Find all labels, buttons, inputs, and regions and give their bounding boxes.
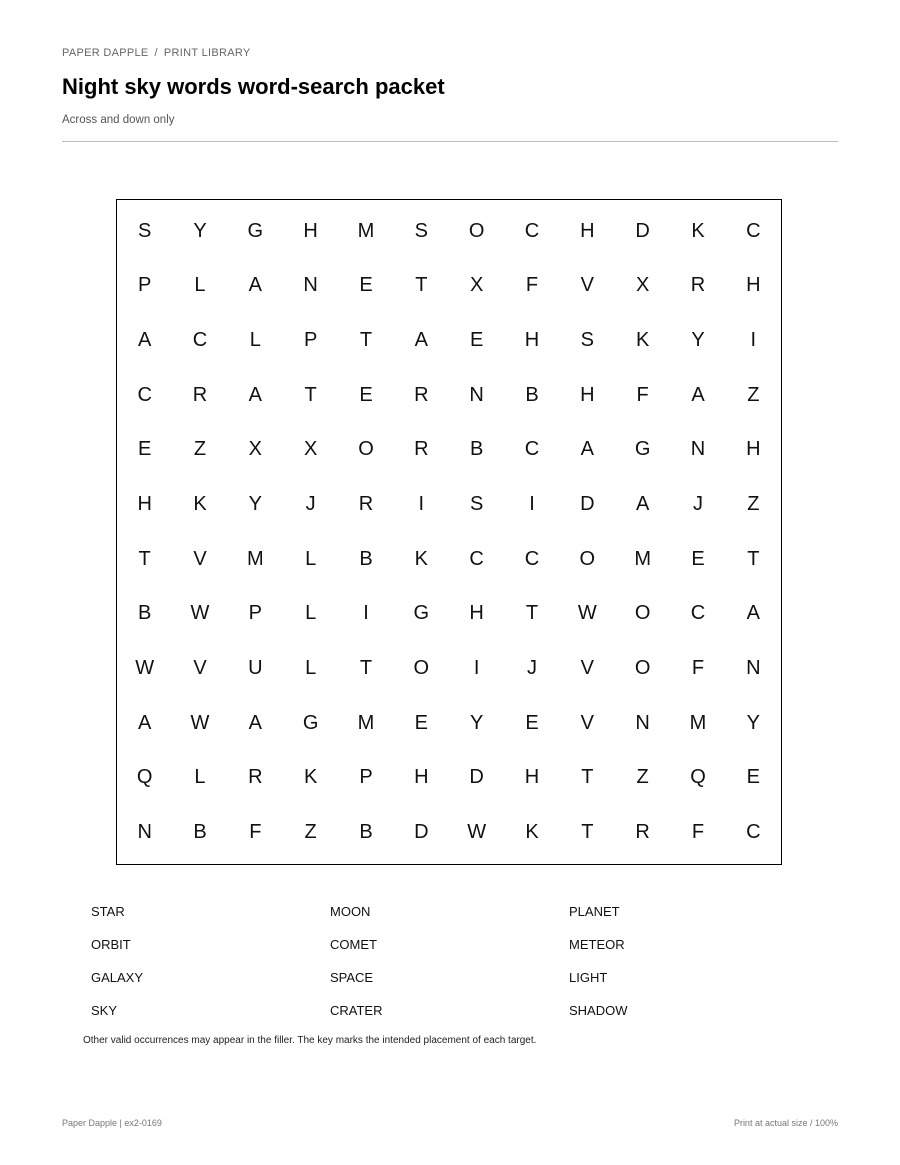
grid-cell: N xyxy=(635,711,650,734)
grid-cell: I xyxy=(529,493,535,516)
grid-cell: F xyxy=(691,821,705,844)
grid-cell: A xyxy=(137,711,152,734)
grid-cell: Y xyxy=(193,219,207,242)
grid-cell: E xyxy=(414,711,428,734)
grid-cell: B xyxy=(193,821,207,844)
grid-cell: M xyxy=(246,547,264,570)
grid-cell: G xyxy=(413,602,430,625)
grid-cell: C xyxy=(524,547,540,570)
grid-cell: X xyxy=(303,438,318,461)
grid-cell: J xyxy=(305,493,316,516)
grid-cell: H xyxy=(303,219,318,242)
grid-cell: A xyxy=(414,329,428,352)
grid-cell: P xyxy=(137,274,152,297)
grid-cell: R xyxy=(414,383,429,406)
page-subtitle: Across and down only xyxy=(62,114,175,126)
grid-cell: V xyxy=(580,657,594,680)
grid-cell: T xyxy=(747,547,760,570)
breadcrumb xyxy=(62,47,251,59)
grid-cell: S xyxy=(414,219,428,242)
grid-cell: G xyxy=(634,438,651,461)
grid-cell: W xyxy=(577,602,597,625)
grid-cell: B xyxy=(137,602,152,625)
word-list-item: METEOR xyxy=(569,937,625,952)
breadcrumb-item-library[interactable]: PRINT LIBRARY xyxy=(163,47,251,59)
grid-cell: C xyxy=(690,602,706,625)
grid-cell: H xyxy=(524,766,540,789)
grid-cell: A xyxy=(248,711,262,734)
grid-cell: S xyxy=(137,219,152,242)
grid-cell: O xyxy=(579,547,596,570)
grid-cell: C xyxy=(137,383,152,406)
grid-cell: H xyxy=(524,329,540,352)
grid-cell: K xyxy=(635,329,650,352)
grid-cell: I xyxy=(473,657,480,680)
grid-cell: P xyxy=(303,329,318,352)
grid-cell: B xyxy=(359,547,373,570)
grid-cell: H xyxy=(746,274,761,297)
grid-cell: F xyxy=(636,383,649,406)
grid-cell: E xyxy=(691,547,705,570)
grid-cell: T xyxy=(581,766,594,789)
grid-cell: P xyxy=(248,602,262,625)
word-list-item: GALAXY xyxy=(91,970,144,985)
grid-cell: O xyxy=(634,657,651,680)
grid-cell: H xyxy=(414,766,429,789)
grid-cell: O xyxy=(413,657,430,680)
grid-cell: W xyxy=(190,711,210,734)
grid-cell: V xyxy=(193,547,207,570)
word-list-item: SHADOW xyxy=(569,1003,628,1018)
grid-cell: A xyxy=(137,329,152,352)
grid-cell: E xyxy=(469,329,484,352)
grid-cell: E xyxy=(359,383,373,406)
word-list-item: STAR xyxy=(91,904,125,919)
grid-cell: T xyxy=(138,547,151,570)
header-divider xyxy=(62,141,838,142)
grid-cell: R xyxy=(358,493,374,516)
grid-cell: E xyxy=(746,766,760,789)
grid-cell: A xyxy=(248,383,262,406)
grid-cell: D xyxy=(635,219,650,242)
grid-cell: W xyxy=(467,821,487,844)
grid-cell: V xyxy=(580,711,594,734)
grid-cell: B xyxy=(469,438,484,461)
grid-cell: R xyxy=(414,438,429,461)
grid-cell: M xyxy=(689,711,707,734)
word-search-grid xyxy=(116,199,782,865)
grid-cell: O xyxy=(358,438,374,461)
grid-cell: T xyxy=(359,329,373,352)
grid-cell: V xyxy=(193,657,207,680)
grid-cell: R xyxy=(248,766,263,789)
grid-cell: L xyxy=(194,274,206,297)
grid-cell: M xyxy=(357,711,375,734)
breadcrumb-item-site[interactable]: PAPER DAPPLE xyxy=(62,47,149,59)
grid-cell: C xyxy=(746,821,761,844)
word-list-item: SPACE xyxy=(330,970,374,985)
grid-cell: P xyxy=(359,766,373,789)
grid-cell: R xyxy=(690,274,706,297)
grid-cell: T xyxy=(304,383,317,406)
grid-cell: N xyxy=(303,274,318,297)
grid-cell: L xyxy=(305,657,317,680)
grid-cell: W xyxy=(190,602,210,625)
grid-cell: N xyxy=(137,821,152,844)
grid-cell: T xyxy=(415,274,428,297)
word-list-item: SKY xyxy=(91,1003,118,1018)
grid-cell: D xyxy=(469,766,484,789)
grid-cell: N xyxy=(690,438,706,461)
grid-cell: J xyxy=(692,493,703,516)
grid-cell: T xyxy=(359,657,373,680)
footer-print-hint: Print at actual size / 100% xyxy=(733,1118,838,1128)
grid-cell: H xyxy=(746,438,761,461)
word-list-item: LIGHT xyxy=(569,970,608,985)
grid-cell: K xyxy=(193,493,207,516)
grid-cell: C xyxy=(469,547,484,570)
grid-cell: Z xyxy=(636,766,649,789)
grid-cell: R xyxy=(635,821,650,844)
grid-cell: E xyxy=(137,438,152,461)
grid-cell: E xyxy=(359,274,373,297)
word-list xyxy=(91,904,811,1018)
grid-cell: G xyxy=(247,219,264,242)
grid-cell: N xyxy=(746,657,761,680)
grid-cell: L xyxy=(249,329,261,352)
grid-cell: L xyxy=(194,766,206,789)
grid-cell: I xyxy=(363,602,369,625)
grid-cell: H xyxy=(580,219,595,242)
grid-cell: C xyxy=(746,219,761,242)
grid-cell: Q xyxy=(690,766,706,789)
grid-cell: Z xyxy=(304,821,317,844)
grid-cell: M xyxy=(357,219,375,242)
grid-cell: K xyxy=(691,219,705,242)
grid-cell: Q xyxy=(136,766,153,789)
word-list-item: MOON xyxy=(330,904,371,919)
grid-cell: Z xyxy=(747,493,760,516)
grid-cell: H xyxy=(469,602,484,625)
grid-cell: Y xyxy=(248,493,262,516)
grid-cell: T xyxy=(525,602,539,625)
grid-cell: L xyxy=(305,602,317,625)
grid-cell: H xyxy=(137,493,152,516)
grid-cell: X xyxy=(635,274,650,297)
breadcrumb-separator: / xyxy=(154,47,158,59)
grid-cell: A xyxy=(635,493,650,516)
grid-cell: C xyxy=(524,219,540,242)
word-list-item: COMET xyxy=(330,937,377,952)
puzzle-note: Other valid occurrences may appear in the filler. The key marks the intended placement of each target. xyxy=(83,1035,537,1046)
grid-cell: Y xyxy=(691,329,705,352)
grid-cell: E xyxy=(525,711,539,734)
grid-cell: K xyxy=(525,821,539,844)
grid-cell: Z xyxy=(747,383,760,406)
grid-cell: B xyxy=(525,383,539,406)
grid-cell: I xyxy=(418,493,425,516)
grid-cell: T xyxy=(581,821,594,844)
grid-cell: F xyxy=(691,657,705,680)
grid-cell: M xyxy=(634,547,651,570)
grid-cell: Y xyxy=(469,711,484,734)
grid-cell: H xyxy=(580,383,595,406)
grid-cell: D xyxy=(580,493,595,516)
grid-cell: U xyxy=(248,657,263,680)
grid-cell: I xyxy=(750,329,757,352)
word-list-item: ORBIT xyxy=(91,937,131,952)
grid-cell: A xyxy=(580,438,594,461)
grid-cell: X xyxy=(469,274,484,297)
grid-cell: A xyxy=(691,383,705,406)
grid-cell: O xyxy=(468,219,485,242)
word-list-item: PLANET xyxy=(569,904,620,919)
grid-cell: N xyxy=(469,383,484,406)
grid-cell: Y xyxy=(746,711,760,734)
grid-cell: O xyxy=(634,602,651,625)
grid-cell: G xyxy=(302,711,319,734)
grid-cell: V xyxy=(580,274,594,297)
grid-cell: K xyxy=(303,766,318,789)
grid-cell: F xyxy=(525,274,539,297)
grid-cell: Z xyxy=(193,438,207,461)
grid-cell: J xyxy=(526,657,537,680)
grid-cell: C xyxy=(524,438,540,461)
grid-cell: D xyxy=(414,821,429,844)
footer-source: Paper Dapple | ex2-0169 xyxy=(62,1118,162,1128)
grid-cell: R xyxy=(192,383,208,406)
grid-cell: X xyxy=(248,438,262,461)
grid-cell: C xyxy=(192,329,208,352)
grid-cell: A xyxy=(248,274,262,297)
grid-cell: L xyxy=(305,547,317,570)
page-title: Night sky words word-search packet xyxy=(62,74,445,99)
grid-cell: F xyxy=(249,821,262,844)
grid-cell: S xyxy=(469,493,484,516)
grid-cell: K xyxy=(414,547,428,570)
grid-cell: B xyxy=(359,821,373,844)
word-list-item: CRATER xyxy=(330,1003,383,1018)
grid-cell: A xyxy=(746,602,760,625)
grid-cell: W xyxy=(135,657,155,680)
grid-cell: S xyxy=(580,329,594,352)
